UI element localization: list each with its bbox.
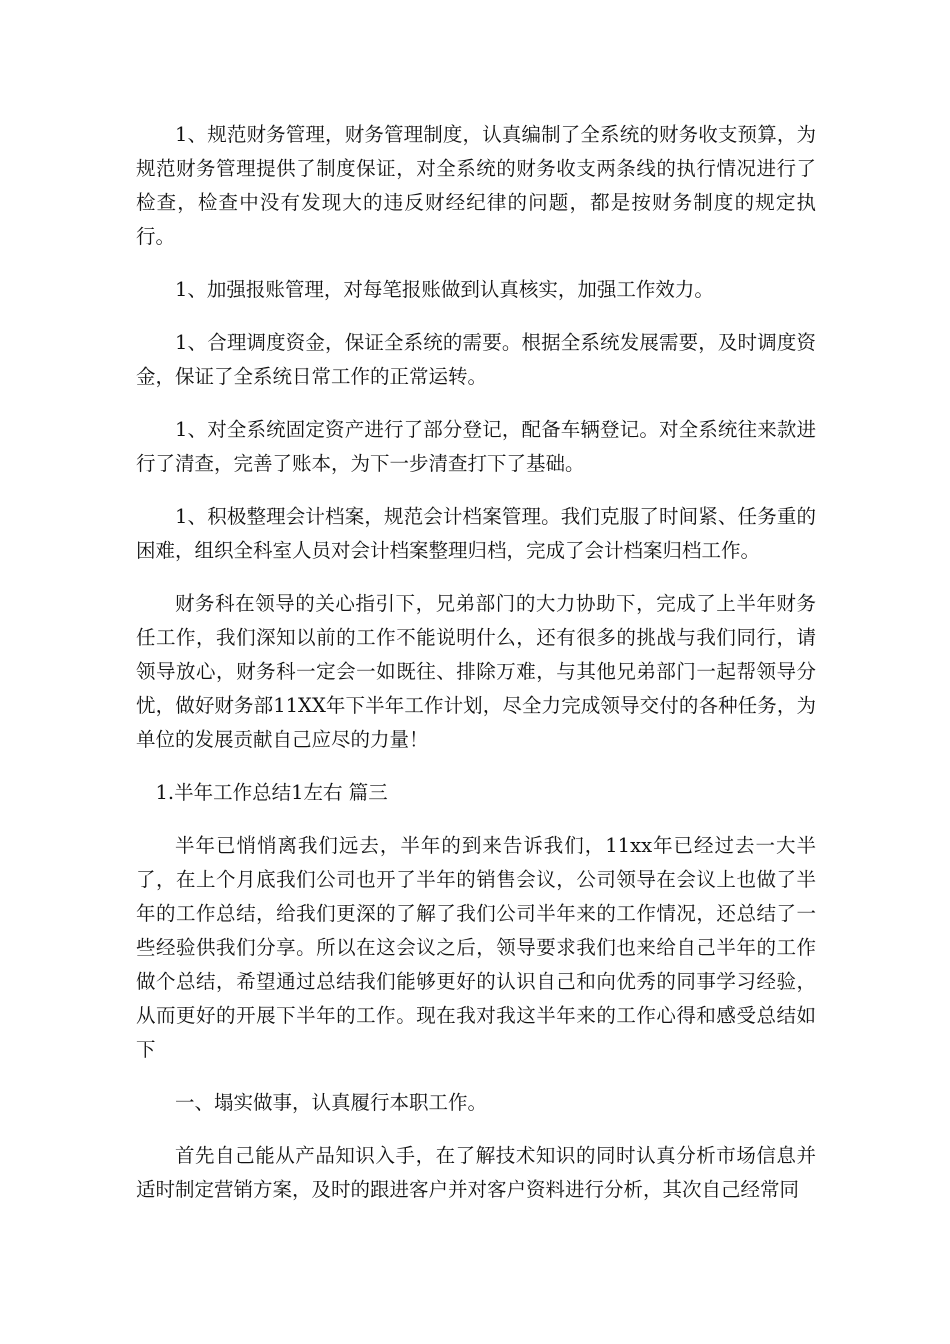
paragraph-reimbursement: 1、加强报账管理，对每笔报账做到认真核实，加强工作效力。 — [175, 278, 714, 301]
paragraph-intro: 半年已悄悄离我们远去，半年的到来告诉我们，11xx年已经过去一大半了，在上个月底我们公司也开了半年的销售会议，公司领导在会议上也做了半年的工作总结，给我们更深的了解了我们公司半年来的工作情况，还总结了一些经验供我们分享。所以在这会议之后，领导要求我们也来给自己半年的工作做个总结，希望通过总结我们能够更好的认识自己和向优秀的同事学习经验，从而更好的开展下半年的工作。现在我对我这半年来的工作心得和感受总结如下 — [136, 834, 816, 1061]
paragraph-finance-management: 1、规范财务管理，财务管理制度，认真编制了全系统的财务收支预算，为规范财务管理提供了制度保证，对全系统的财务收支两条线的执行情况进行了检查，检查中没有发现大的违反财经纪律的问题，都是按财务制度的规定执行。 — [136, 123, 816, 248]
section-heading: 1.半年工作总结1左右 篇三 — [155, 781, 388, 804]
paragraph-funds: 1、合理调度资金，保证全系统的需要。根据全系统发展需要，及时调度资金，保证了全系统日常工作的正常运转。 — [136, 331, 816, 388]
paragraph-fixed-assets: 1、对全系统固定资产进行了部分登记，配备车辆登记。对全系统往来款进行了清查，完善了账本，为下一步清查打下了基础。 — [136, 418, 816, 475]
paragraph-conclusion: 财务科在领导的关心指引下，兄弟部门的大力协助下，完成了上半年财务任工作，我们深知以前的工作不能说明什么，还有很多的挑战与我们同行，请领导放心，财务科一定会一如既往、排除万难，与其他兄弟部门一起帮领导分忧，做好财务部11XX年下半年工作计划，尽全力完成领导交付的各种任务，为单位的发展贡献自己应尽的力量！ — [136, 592, 816, 751]
paragraph-product-knowledge: 首先自己能从产品知识入手，在了解技术知识的同时认真分析市场信息并适时制定营销方案，及时的跟进客户并对客户资料进行分析，其次自己经常同 — [136, 1144, 816, 1201]
document-page — [136, 118, 816, 1226]
paragraph-archives: 1、积极整理会计档案，规范会计档案管理。我们克服了时间紧、任务重的困难，组织全科室人员对会计档案整理归档，完成了会计档案归档工作。 — [136, 505, 816, 562]
paragraph-subheading: 一、塌实做事，认真履行本职工作。 — [175, 1091, 488, 1114]
